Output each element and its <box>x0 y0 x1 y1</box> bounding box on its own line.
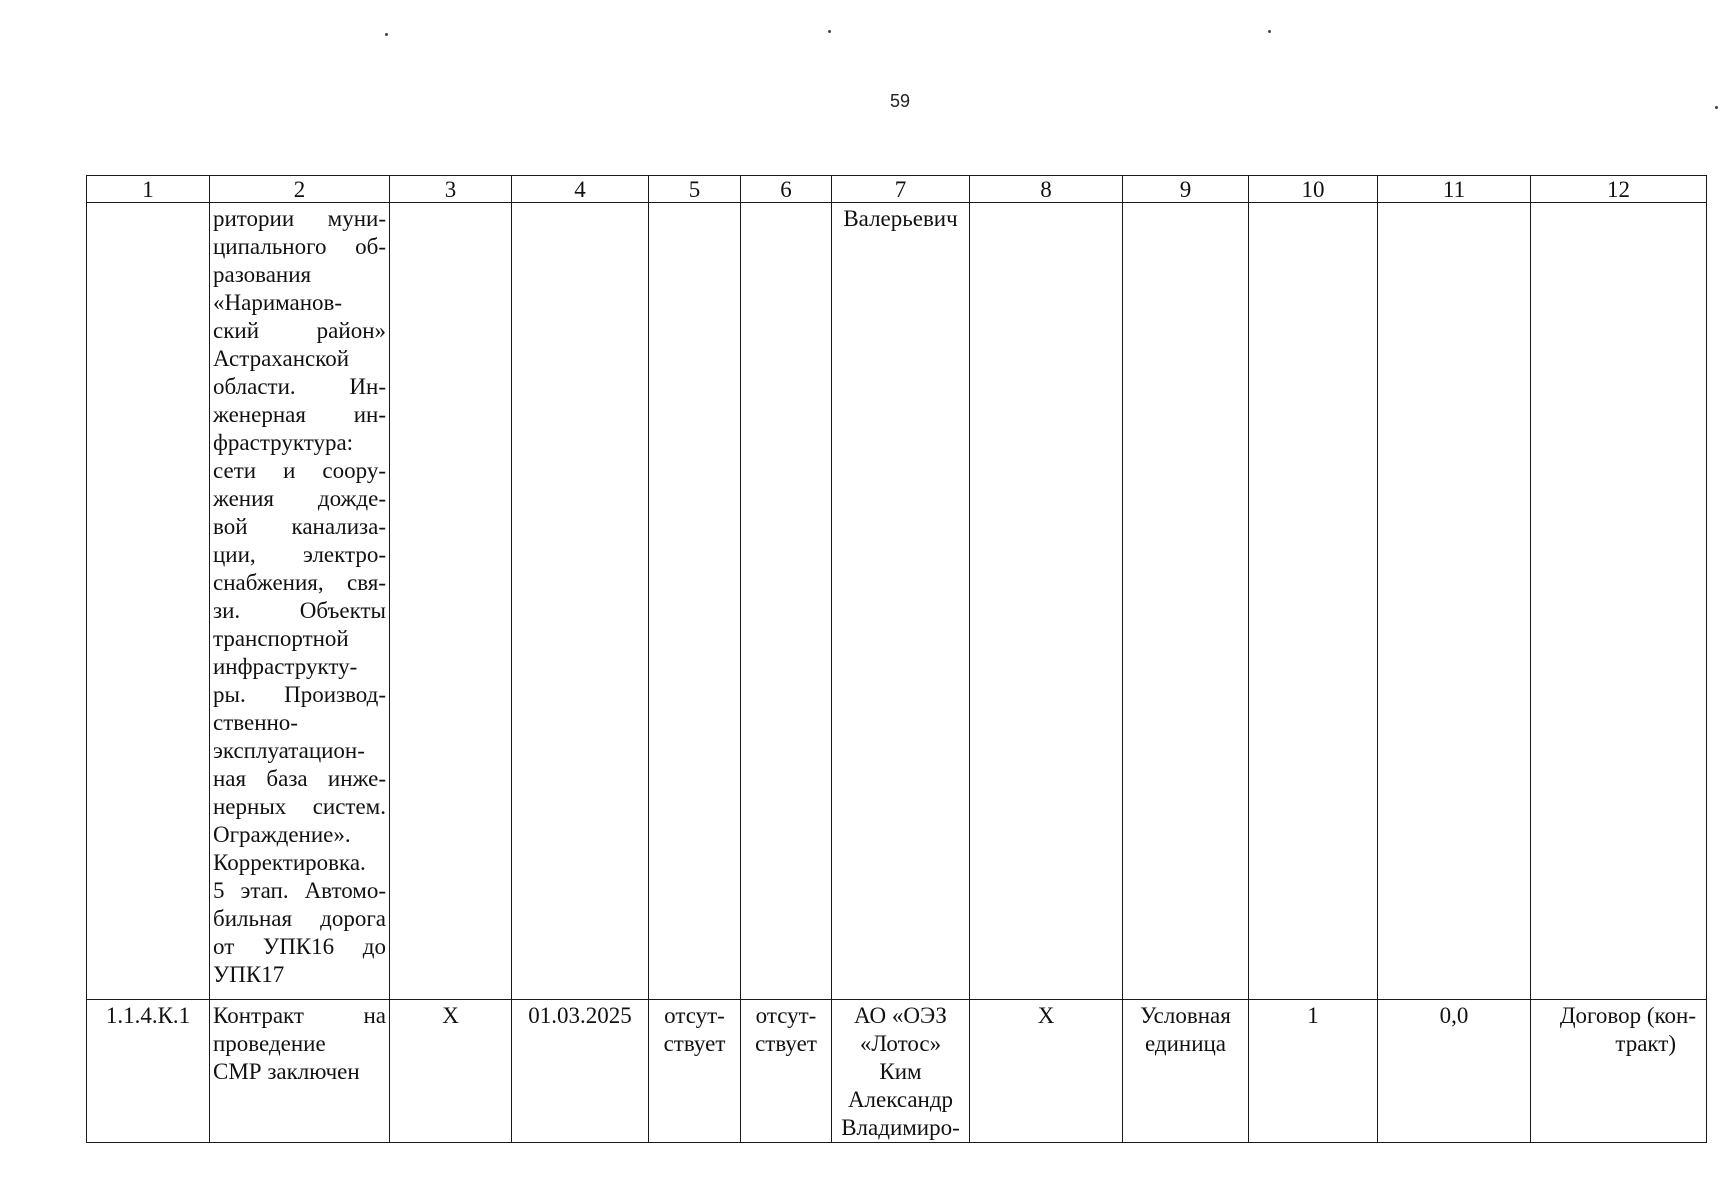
description-line: транспортной <box>213 626 349 651</box>
responsible-line: Александр <box>847 1087 954 1112</box>
cell-col12 <box>1531 203 1707 1000</box>
cell-amount: 0,0 <box>1378 1000 1531 1143</box>
description-line: проведение <box>213 1031 326 1056</box>
responsible-line: Ким <box>879 1059 922 1084</box>
scan-speck <box>1715 106 1718 109</box>
description-line: женерная ин- <box>213 402 386 427</box>
scan-speck <box>1268 30 1271 33</box>
cell-description <box>210 203 390 1000</box>
cell-quantity: 1 <box>1249 1000 1378 1143</box>
description-line: от УПК16 до <box>213 934 386 959</box>
cell-col6 <box>741 1000 832 1143</box>
header-cell: 6 <box>741 176 832 203</box>
description-line: ский район» <box>213 318 386 343</box>
description-line: Астраханской <box>213 346 350 371</box>
cell-col5 <box>649 1000 741 1143</box>
description-line: УПК17 <box>213 962 285 987</box>
cell-responsible <box>832 203 970 1000</box>
header-cell: 5 <box>649 176 741 203</box>
header-cell: 10 <box>1249 176 1378 203</box>
description-line: «Нариманов- <box>213 290 343 315</box>
description-line: ции, электро- <box>213 542 386 567</box>
cell-line: ствует <box>663 1031 726 1056</box>
cell-number: 1.1.4.К.1 <box>87 1000 210 1143</box>
description-line: ритории муни- <box>213 206 386 231</box>
description-line: 5 этап. Автомо- <box>213 878 386 903</box>
table-row-continuation <box>87 203 1707 1000</box>
cell-unit <box>1123 1000 1249 1143</box>
description-line: ципального об- <box>213 234 386 259</box>
description-line: инфраструкту- <box>213 654 358 679</box>
description-line: разования <box>213 262 312 287</box>
description-line: зи. Объекты <box>213 598 386 623</box>
description-line: жения дожде- <box>213 486 386 511</box>
header-cell: 2 <box>210 176 390 203</box>
header-cell: 8 <box>970 176 1123 203</box>
cell-description <box>210 1000 390 1143</box>
description-line: сети и соору- <box>213 458 386 483</box>
responsible-line: Владимиро- <box>841 1115 960 1140</box>
header-cell: 1 <box>87 176 210 203</box>
cell-number <box>87 203 210 1000</box>
description-line: фраструктура: <box>213 430 354 455</box>
cell-col4 <box>512 203 649 1000</box>
scan-speck <box>385 33 388 36</box>
scan-speck <box>828 30 831 33</box>
description-line: нерных систем. <box>213 794 386 819</box>
header-cell: 7 <box>832 176 970 203</box>
page-number: 59 <box>889 91 911 111</box>
cell-responsible <box>832 1000 970 1143</box>
cell-col3 <box>390 203 512 1000</box>
description-line: ры. Производ- <box>213 682 386 707</box>
cell-line: Условная <box>1140 1003 1231 1028</box>
header-cell: 9 <box>1123 176 1249 203</box>
description-line: вой канализа- <box>213 514 386 539</box>
cell-document <box>1531 1000 1707 1143</box>
header-cell: 4 <box>512 176 649 203</box>
description-line: снабжения, свя- <box>213 570 386 595</box>
cell-line: единица <box>1144 1031 1227 1056</box>
cell-line: отсут- <box>755 1003 817 1028</box>
header-cell: 12 <box>1531 176 1707 203</box>
cell-col3: X <box>390 1000 512 1143</box>
cell-col10 <box>1249 203 1378 1000</box>
cell-date: 01.03.2025 <box>512 1000 649 1143</box>
cell-line: ствует <box>755 1031 817 1056</box>
cell-col6 <box>741 203 832 1000</box>
description-line: бильная дорога <box>213 906 386 931</box>
table-row-contract <box>87 1000 1707 1143</box>
cell-line: отсут- <box>664 1003 725 1028</box>
description-line: Корректировка. <box>213 850 366 875</box>
header-cell: 3 <box>390 176 512 203</box>
responsible-line: Валерьевич <box>843 206 958 231</box>
cell-col11 <box>1378 203 1531 1000</box>
column-number-header-row <box>87 176 1707 203</box>
cell-col9 <box>1123 203 1249 1000</box>
cell-line: тракт) <box>1615 1031 1676 1056</box>
cell-col8: X <box>970 1000 1123 1143</box>
responsible-line: «Лотос» <box>859 1031 942 1056</box>
description-line: эксплуатацион- <box>213 738 365 763</box>
description-line: ная база инже- <box>213 766 386 791</box>
description-line: области. Ин- <box>213 374 386 399</box>
schedule-table <box>86 175 1707 1143</box>
description-line: ственно- <box>213 710 298 735</box>
responsible-line: АО «ОЭЗ <box>854 1003 947 1028</box>
description-line: Ограждение». <box>213 822 351 847</box>
cell-col8 <box>970 203 1123 1000</box>
cell-col5 <box>649 203 741 1000</box>
cell-line: Договор (кон- <box>1559 1003 1696 1028</box>
header-cell: 11 <box>1378 176 1531 203</box>
description-line: СМР заключен <box>213 1059 360 1084</box>
description-line: Контракт на <box>213 1003 386 1028</box>
